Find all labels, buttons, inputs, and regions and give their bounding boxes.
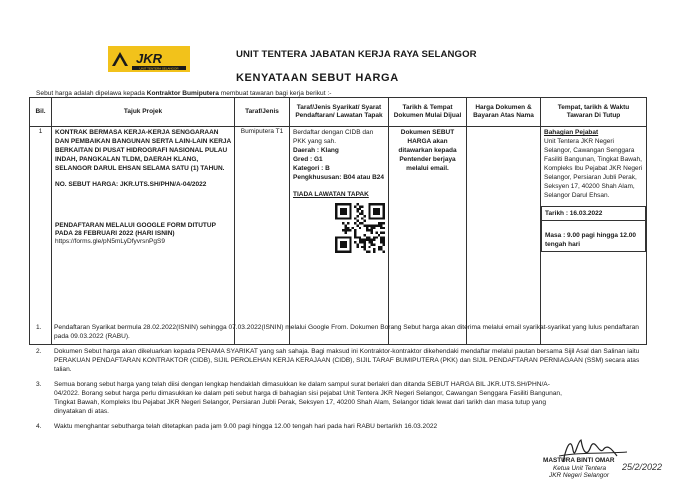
- header-bil: Bil.: [30, 98, 52, 127]
- note-text: Waktu menghantar sebutharga telah ditetapkan pada jam 9.00 pagi hingga 12.00 tengah hari pada hari RABU bertarikh 16.03.2022: [54, 423, 438, 430]
- cell-taraf: Bumiputera T1: [235, 127, 290, 345]
- google-form-link[interactable]: https://forms.gle/pN5mLyDfyvrsnPgS9: [55, 238, 165, 245]
- cell-bil: 1: [30, 127, 52, 345]
- syarat-kategori: Kategori : B: [293, 165, 330, 172]
- cell-harga: [467, 127, 541, 345]
- table-header-row: [30, 98, 647, 127]
- tender-table: [29, 97, 647, 345]
- intro-suffix: membuat tawaran bagi kerja berikut :-: [218, 90, 332, 97]
- table-row: [30, 127, 647, 345]
- closing-time: Masa : 9.00 pagi hingga 12.00 tengah hari: [545, 232, 637, 248]
- tarikh-box: [541, 206, 646, 221]
- signature-date: 25/2/2022: [622, 462, 663, 472]
- cell-tempat: [541, 127, 647, 345]
- cell-tajuk: [52, 127, 235, 345]
- intro-text: [36, 90, 331, 97]
- registration-note: PENDAFTARAN MELALUI GOOGLE FORM DITUTUP PADA 28 FEBRUARI 2022 (HARI ISNIN): [55, 222, 216, 237]
- signatory-name: MASTURA BINTI OMAR: [543, 457, 615, 464]
- notes-list: [36, 323, 646, 435]
- syarat-daerah: Daerah : Klang: [293, 147, 339, 154]
- quotation-ref: NO. SEBUT HARGA: JKR.UTS.SH/PHN/A-04/2022: [55, 181, 207, 188]
- page-title: KENYATAAN SEBUT HARGA: [236, 72, 399, 84]
- qr-code-icon: [335, 203, 385, 253]
- intro-prefix: Sebut harga adalah dipelawa kepada: [36, 90, 147, 97]
- syarat-pengkhususan: Pengkhususan: B04 atau B24: [293, 174, 385, 181]
- note-number: 1.: [36, 324, 42, 331]
- cell-syarat: [290, 127, 389, 345]
- header-dokumen: Tarikh & Tempat Dokumen Mulai Dijual: [389, 98, 467, 127]
- note-text: Pendaftaran Syarikat bermula 28.02.2022(ISNIN) sehingga 07.03.2022(ISNIN) melalui Google From. Dokumen Borang Sebut harga akan diterima melalui email syarikat-syarikat yang lulus pendaftaran pada 09.03.2022 (RABU).: [54, 324, 639, 340]
- note-item: [36, 380, 646, 416]
- jkr-logo: [108, 46, 190, 72]
- signatory-role: Ketua Unit Tentera: [553, 464, 607, 472]
- note-text: Semua borang sebut harga yang telah diisi dengan lengkap hendaklah dimasukkan ke dalam sampul surat berlakri dan ditanda SEBUT HARGA BIL JKR.UTS.SH/PHN/A-04/2022. Borang sebut harga perlu dimasukkan ke dalam peti sebut harga di bahagian sisi pejabat Unit Tentera JKR Negeri Selangor, Cawangan Senggara Fasiliti Bangunan, Tingkat Bawah, Kompleks Ibu Pejabat JKR Negeri Selangor, Persiaran Jubli Perak, Seksyen 17, 40200 Shah Alam, Selangor tidak lewat dari tarikh dan masa tutup yang dinyatakan di atas.: [54, 381, 562, 415]
- cell-dokumen: Dokumen SEBUT HARGA akan ditawarkan kepada Pentender berjaya melalui email.: [389, 127, 467, 345]
- note-text: Dokumen Sebut harga akan dikeluarkan kepada PENAMA SYARIKAT yang sah sahaja. Bagi maksud ini Kontraktor-kontraktor dikehendaki mendaftar melalui pautan bersama Sijil Asal dan Salinan iaitu PERAKUAN PENDAFTARAN KONTRAKTOR (CIDB), SIJIL PEROLEHAN KERJA KERAJAAN (CIDB), SIJIL TARAF BUMIPUTERA (PKK) dan SIJIL PENDAFTARAN PERNIAGAAN (SSM) secara atas talian.: [54, 348, 640, 373]
- header-tajuk: Tajuk Projek: [52, 98, 235, 127]
- header-taraf: Taraf/Jenis: [235, 98, 290, 127]
- tempat-heading: Bahagian Pejabat: [544, 129, 599, 136]
- note-number: 3.: [36, 381, 42, 388]
- organisation-name: UNIT TENTERA JABATAN KERJA RAYA SELANGOR: [236, 49, 477, 60]
- intro-bold: Kontraktor Bumiputera: [146, 90, 219, 97]
- syarat-lawatan: TIADA LAWATAN TAPAK: [293, 191, 369, 198]
- logo-subtext: UNIT TENTERA SELANGOR: [139, 66, 179, 71]
- tempat-address: Unit Tentera JKR Negeri Selangor, Cawangan Senggara Fasiliti Bangunan, Tingkat Bawah, Kompleks Ibu Pejabat JKR Negeri Selangor, Persiaran Jubli Perak, Seksyen 17, 40200 Shah Alam, Selangor Darul Ehsan.: [544, 138, 643, 199]
- syarat-gred: Gred : G1: [293, 156, 323, 163]
- signatory-org: JKR Negeri Selangor: [549, 472, 610, 479]
- note-item: [36, 323, 646, 341]
- note-item: [36, 422, 646, 431]
- closing-date: Tarikh : 16.03.2022: [545, 210, 603, 217]
- header-harga: Harga Dokumen & Bayaran Atas Nama: [467, 98, 541, 127]
- masa-box: [541, 221, 646, 252]
- note-number: 2.: [36, 348, 42, 355]
- signatory-block: [543, 457, 614, 480]
- header-tempat: Tempat, tarikh & Waktu Tawaran Di Tutup: [541, 98, 647, 127]
- note-number: 4.: [36, 423, 42, 430]
- logo-text: JKR: [136, 51, 163, 66]
- header-syarat: Taraf/Jenis Syarikat/ Syarat Pendaftaran/ Lawatan Tapak: [290, 98, 389, 127]
- project-title: KONTRAK BERMASA KERJA-KERJA SENGGARAAN DAN PEMBAIKAN BANGUNAN SERTA LAIN-LAIN KERJA BERKAITAN DI PUSAT HIDROGRAFI NASIONAL PULAU INDAH, PANGKALAN TLDM, DAERAH KLANG, SELANGOR DARUL EHSAN SELAMA SATU (1) TAHUN.: [55, 129, 231, 172]
- note-item: [36, 347, 646, 374]
- syarat-registration: Berdaftar dengan CIDB dan PKK yang sah.: [293, 129, 374, 145]
